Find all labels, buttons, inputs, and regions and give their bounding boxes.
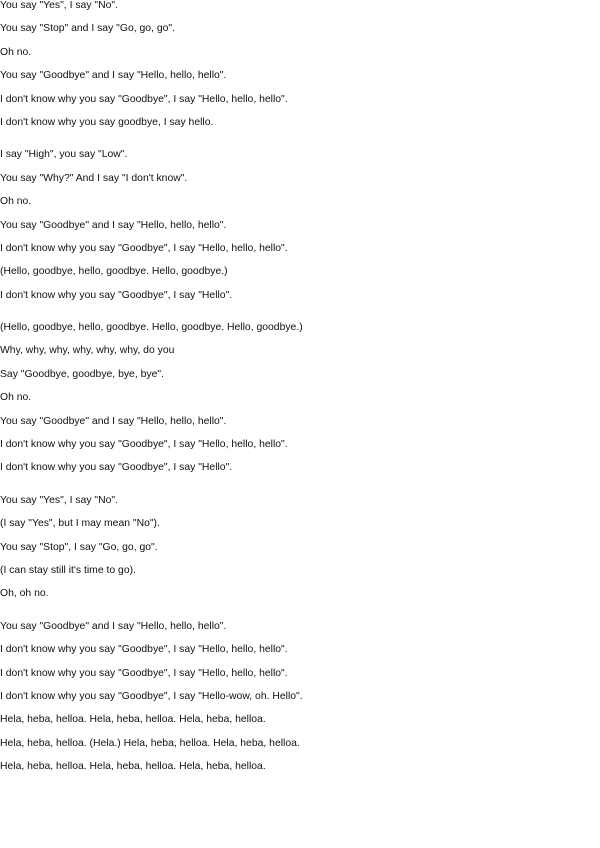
stanza — [0, 615, 600, 779]
lyric-line: You say "Goodbye" and I say "Hello, hello, hello". — [0, 620, 227, 632]
lyric-line: (I say "Yes", but I may mean "No"). — [0, 518, 160, 530]
lyric-line: You say "Stop" and I say "Go, go, go". — [0, 23, 175, 35]
lyric-line: I don't know why you say "Goodbye", I say "Hello, hello, hello". — [0, 667, 288, 679]
lyric-line: Hela, heba, helloa. Hela, heba, helloa. Hela, heba, helloa. — [0, 761, 266, 773]
lyric-line: I say "High", you say "Low". — [0, 149, 128, 161]
lyric-line: You say "Yes", I say "No". — [0, 0, 118, 11]
lyric-line: I don't know why you say "Goodbye", I say "Hello, hello, hello". — [0, 439, 288, 451]
lyric-line: I don't know why you say "Goodbye", I say "Hello". — [0, 462, 233, 474]
lyric-line: You say "Goodbye" and I say "Hello, hello, hello". — [0, 70, 227, 82]
lyric-line: You say "Goodbye" and I say "Hello, hello, hello". — [0, 415, 227, 427]
lyric-line: Hela, heba, helloa. Hela, heba, helloa. Hela, heba, helloa. — [0, 714, 266, 726]
stanza — [0, 489, 600, 606]
lyric-line: (Hello, goodbye, hello, goodbye. Hello, goodbye. Hello, goodbye.) — [0, 322, 303, 334]
lyric-line: I don't know why you say "Goodbye", I say "Hello-wow, oh. Hello". — [0, 690, 303, 702]
lyric-line: Oh no. — [0, 392, 32, 404]
lyric-line: I don't know why you say "Goodbye", I say "Hello, hello, hello". — [0, 644, 288, 656]
lyric-line: You say "Goodbye" and I say "Hello, hello, hello". — [0, 219, 227, 231]
stanza — [0, 316, 600, 480]
lyric-line: You say "Why?" And I say "I don't know". — [0, 172, 188, 184]
lyric-line: I don't know why you say goodbye, I say hello. — [0, 116, 214, 128]
lyric-line: (I can stay still it's time to go). — [0, 564, 136, 576]
lyric-line: Oh, oh no. — [0, 588, 49, 600]
lyric-line: You say "Yes", I say "No". — [0, 494, 118, 506]
stanza — [0, 143, 600, 307]
stanza — [0, 0, 600, 134]
lyric-line: I don't know why you say "Goodbye", I say "Hello, hello, hello". — [0, 93, 288, 105]
lyric-line: Why, why, why, why, why, why, do you — [0, 345, 175, 357]
lyric-line: I don't know why you say "Goodbye", I say "Hello, hello, hello". — [0, 242, 288, 254]
lyric-line: Oh no. — [0, 46, 32, 58]
lyric-line: Say "Goodbye, goodbye, bye, bye". — [0, 368, 164, 380]
lyric-line: Hela, heba, helloa. (Hela.) Hela, heba, helloa. Hela, heba, helloa. — [0, 737, 300, 749]
lyric-line: I don't know why you say "Goodbye", I say "Hello". — [0, 289, 233, 301]
lyric-line: Oh no. — [0, 196, 32, 208]
lyric-line: (Hello, goodbye, hello, goodbye. Hello, goodbye.) — [0, 266, 228, 278]
lyric-line: You say "Stop", I say "Go, go, go". — [0, 541, 158, 553]
